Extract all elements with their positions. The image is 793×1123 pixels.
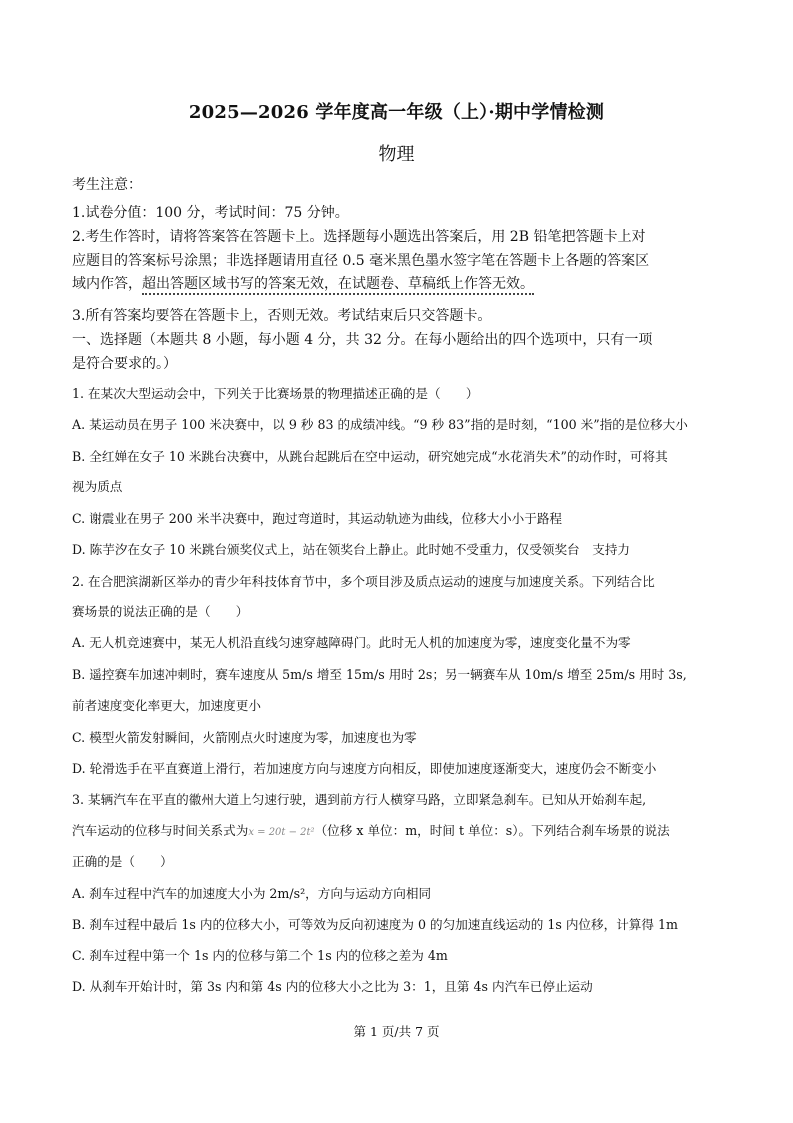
q3-option-d: D. 从刹车开始计时，第 3s 内和第 4s 内的位移大小之比为 3：1，且第 4s 内汽车已停止运动 xyxy=(72,979,593,994)
q1-option-d: D. 陈芋汐在女子 10 米跳台颁奖仪式上，站在领奖台上静止。此时她不受重力，仅受领奖台 支持力 xyxy=(72,542,631,557)
q3-formula: x = 20t − 2t² xyxy=(248,827,315,838)
q1-option-a: A. 某运动员在男子 100 米决赛中，以 9 秒 83 的成绩冲线。“9 秒 83”指的是时刻，“100 米”指的是位移大小 xyxy=(72,417,688,432)
section-1-heading-line-2: 是符合要求的。） xyxy=(72,356,177,372)
q2-option-d: D. 轮滑选手在平直赛道上滑行，若加速度方向与速度方向相反，即使加速度逐渐变大，速度仍会不断变小 xyxy=(72,761,657,776)
q3-stem-line-3: 正确的是（ ） xyxy=(72,854,173,869)
q3-stem-line-1: 3. 某辆汽车在平直的徽州大道上匀速行驶，遇到前方行人横穿马路，立即紧急刹车。已知从开始刹车起, xyxy=(72,792,647,807)
q3-option-c: C. 刹车过程中第一个 1s 内的位移与第二个 1s 内的位移之差为 4m xyxy=(72,948,448,963)
q2-stem-line-1: 2. 在合肥滨湖新区举办的青少年科技体育节中，多个项目涉及质点运动的速度与加速度关系。下列结合比 xyxy=(72,574,655,589)
q3-stem-line-2 xyxy=(72,820,670,839)
q2-option-a: A. 无人机竞速赛中，某无人机沿直线匀速穿越障碍门。此时无人机的加速度为零，速度变化量不为零 xyxy=(72,635,631,650)
notice-item-2-line-1: 2.考生作答时，请将答案答在答题卡上。选择题每小题选出答案后，用 2B 铅笔把答题卡上对 xyxy=(72,229,646,245)
q3-stem-line-2-b: （位移 x 单位：m，时间 t 单位：s）。下列结合刹车场景的说法 xyxy=(314,823,670,838)
notice-heading: 考生注意： xyxy=(72,177,142,193)
q2-option-c: C. 模型火箭发射瞬间，火箭刚点火时速度为零，加速度也为零 xyxy=(72,730,417,745)
notice-item-3: 3.所有答案均要答在答题卡上，否则无效。考试结束后只交答题卡。 xyxy=(72,308,492,324)
notice-item-2-line-3-a: 域内作答， xyxy=(72,276,142,292)
notice-item-2-line-2: 应题目的答案标号涂黑；非选择题请用直径 0.5 毫米黑色墨水签字笔在答题卡上各题的答案区 xyxy=(72,253,650,269)
q2-option-b-line-2: 前者速度变化率更大，加速度更小 xyxy=(72,698,261,713)
subject-title: 物理 xyxy=(378,144,415,165)
section-1-heading-line-1: 一、选择题（本题共 8 小题，每小题 4 分，共 32 分。在每小题给出的四个选项中，只有一项 xyxy=(72,332,653,348)
notice-item-2-line-3 xyxy=(72,273,534,293)
q2-stem-line-2: 赛场景的说法正确的是（ ） xyxy=(72,604,249,619)
q1-stem: 1. 在某次大型运动会中，下列关于比赛场景的物理描述正确的是（ ） xyxy=(72,386,479,401)
q1-option-c: C. 谢震业在男子 200 米半决赛中，跑过弯道时，其运动轨迹为曲线，位移大小小于路程 xyxy=(72,511,563,526)
q1-option-b-line-1: B. 全红婵在女子 10 米跳台决赛中，从跳台起跳后在空中运动，研究她完成“水花消失术”的动作时，可将其 xyxy=(72,449,668,464)
q2-option-b-line-1: B. 遥控赛车加速冲刺时，赛车速度从 5m/s 增至 15m/s 用时 2s；另一辆赛车从 10m/s 增至 25m/s 用时 3s, xyxy=(72,667,687,682)
page-title: 2025—2026 学年度高一年级（上）·期中学情检测 xyxy=(188,102,605,123)
notice-emphasis: 超出答题区域书写的答案无效，在试题卷、草稿纸上作答无效。 xyxy=(142,276,534,295)
notice-item-1: 1.试卷分值：100 分，考试时间：75 分钟。 xyxy=(72,205,349,221)
page-footer: 第 1 页/共 7 页 xyxy=(353,1024,440,1039)
q3-stem-line-2-a: 汽车运动的位移与时间关系式为 xyxy=(72,823,249,838)
q3-option-a: A. 刹车过程中汽车的加速度大小为 2m/s²，方向与运动方向相同 xyxy=(72,886,432,901)
q3-option-b: B. 刹车过程中最后 1s 内的位移大小，可等效为反向初速度为 0 的匀加速直线运动的 1s 内位移，计算得 1m xyxy=(72,917,678,932)
q1-option-b-line-2: 视为质点 xyxy=(72,479,123,494)
